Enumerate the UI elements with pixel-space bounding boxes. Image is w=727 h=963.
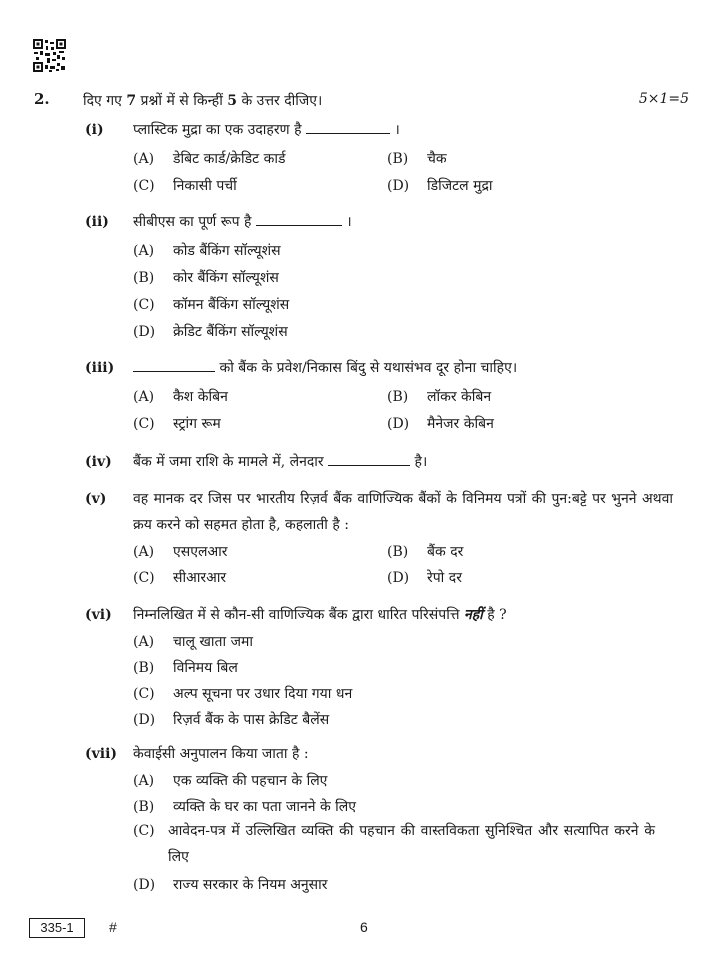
answer-blank: [328, 453, 410, 466]
sub-question-number: (iv): [85, 454, 112, 470]
option-c: (C) कॉमन बैंकिंग सॉल्यूशंस: [133, 297, 290, 313]
option-b: (B) कोर बैंकिंग सॉल्यूशंस: [133, 270, 279, 286]
option-a: (A) एक व्यक्ति की पहचान के लिए: [133, 773, 328, 789]
option-c: (C) स्ट्रांग रूम: [133, 416, 221, 432]
option-d: (D) राज्य सरकार के नियम अनुसार: [133, 877, 328, 893]
question-number: 2.: [34, 90, 50, 108]
sub-question-text: निम्नलिखित में से कौन-सी वाणिज्यिक बैंक द्वारा धारित परिसंपत्ति नहीं है ?: [133, 607, 507, 623]
sub-question-text: केवाईसी अनुपालन किया जाता है :: [133, 746, 309, 762]
qr-code-icon: [33, 39, 66, 72]
paper-code-box: 335-1: [29, 918, 85, 938]
sub-question-text: को बैंक के प्रवेश/निकास बिंदु से यथासंभव दूर होना चाहिए।: [133, 355, 673, 381]
option-a: (A) कोड बैंकिंग सॉल्यूशंस: [133, 243, 281, 259]
option-d: (D) मैनेजर केबिन: [387, 416, 494, 432]
answer-blank: [133, 359, 215, 372]
option-b: (B) व्यक्ति के घर का पता जानने के लिए: [133, 799, 357, 815]
footer-hash: #: [109, 919, 117, 935]
option-d: (D) डिजिटल मुद्रा: [387, 178, 493, 194]
page-number: 6: [360, 919, 368, 935]
option-c: (C) निकासी पर्ची: [133, 178, 237, 194]
question-instruction: दिए गए 7 प्रश्नों में से किन्हीं 5 के उत्तर दीजिए।: [83, 93, 323, 109]
sub-question-number: (i): [85, 122, 104, 138]
option-a: (A) कैश केबिन: [133, 389, 228, 405]
sub-question-text: बैंक में जमा राशि के मामले में, लेनदार है।: [133, 454, 428, 470]
option-d: (D) रिज़र्व बैंक के पास क्रेडिट बैलेंस: [133, 712, 330, 728]
sub-question-number: (ii): [85, 214, 109, 230]
option-b: (B) चैक: [387, 151, 447, 167]
sub-question-number: (vii): [85, 746, 118, 762]
option-b: (B) बैंक दर: [387, 544, 464, 560]
option-d: (D) क्रेडिट बैंकिंग सॉल्यूशंस: [133, 324, 288, 340]
sub-question-text: वह मानक दर जिस पर भारतीय रिज़र्व बैंक वाणिज्यिक बैंकों के विनिमय पत्रों की पुन:बट्टे पर भुनने अथवा क्रय करने को सहमत होता है, कहलाती है :: [133, 491, 673, 533]
question-marks: 5×1=5: [638, 91, 689, 107]
sub-question-number: (v): [85, 491, 107, 507]
option-b: (B) विनिमय बिल: [133, 660, 238, 676]
option-c: (C) सीआरआर: [133, 570, 227, 586]
option-a: (A) चालू खाता जमा: [133, 634, 253, 650]
option-c: (C) आवेदन-पत्र में उल्लिखित व्यक्ति की पहचान की वास्तविकता सुनिश्चित और सत्यापित करने के लिए: [133, 823, 655, 865]
option-c: (C) अल्प सूचना पर उधार दिया गया धन: [133, 686, 353, 702]
sub-question-number: (vi): [85, 607, 112, 623]
option-d: (D) रेपो दर: [387, 570, 462, 586]
option-a: (A) डेबिट कार्ड/क्रेडिट कार्ड: [133, 151, 286, 167]
answer-blank: [256, 213, 342, 226]
option-a: (A) एसएलआर: [133, 544, 228, 560]
option-b: (B) लॉकर केबिन: [387, 389, 492, 405]
sub-question-number: (iii): [85, 360, 115, 376]
sub-question-text: प्लास्टिक मुद्रा का एक उदाहरण है ।: [133, 122, 400, 138]
question-header: [34, 90, 694, 112]
sub-question-text: सीबीएस का पूर्ण रूप है ।: [133, 214, 352, 230]
answer-blank: [306, 121, 390, 134]
